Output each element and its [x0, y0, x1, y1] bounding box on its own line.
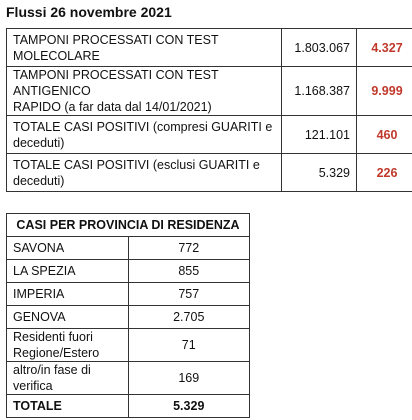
province-value: 2.705 [128, 306, 250, 329]
row-delta: 226 [357, 154, 412, 192]
table-row [7, 329, 250, 362]
row-value: 121.101 [282, 116, 357, 154]
table-row [7, 362, 250, 395]
table-row [7, 29, 412, 67]
table-row [7, 260, 250, 283]
row-label-line2: deceduti) [13, 135, 65, 150]
row-label [7, 154, 282, 192]
row-label [7, 29, 282, 67]
province-name: altro/in fase di verifica [7, 362, 129, 395]
row-label-line1: TAMPONI PROCESSATI CON TEST [13, 32, 219, 47]
table-row [7, 154, 412, 192]
total-label: TOTALE [7, 395, 129, 418]
province-value: 855 [128, 260, 250, 283]
table-row [7, 67, 412, 116]
row-label-line2: RAPIDO (a far data dal 14/01/2021) [13, 100, 212, 114]
row-delta: 4.327 [357, 29, 412, 67]
table-row [7, 237, 250, 260]
total-value: 5.329 [128, 395, 250, 418]
flussi-table [6, 28, 412, 192]
province-value: 71 [128, 329, 250, 362]
province-name: Residenti fuori Regione/Estero [7, 329, 129, 362]
table-row [7, 306, 250, 329]
row-value: 1.803.067 [282, 29, 357, 67]
row-value: 5.329 [282, 154, 357, 192]
row-label-line1: TAMPONI PROCESSATI CON TEST ANTIGENICO [13, 68, 219, 98]
row-value: 1.168.387 [282, 67, 357, 116]
table-row [7, 283, 250, 306]
row-delta: 460 [357, 116, 412, 154]
row-label-line2: deceduti) [13, 173, 65, 188]
province-name: SAVONA [7, 237, 129, 260]
province-name: GENOVA [7, 306, 129, 329]
row-label [7, 67, 282, 116]
row-label-line1: TOTALE CASI POSITIVI (esclusi GUARITI e [13, 157, 260, 172]
province-table-header: CASI PER PROVINCIA DI RESIDENZA [7, 214, 250, 237]
page-title: Flussi 26 novembre 2021 [6, 4, 172, 20]
row-label-line1: TOTALE CASI POSITIVI (compresi GUARITI e [13, 119, 273, 134]
province-value: 757 [128, 283, 250, 306]
row-label [7, 116, 282, 154]
province-name: LA SPEZIA [7, 260, 129, 283]
table-row [7, 116, 412, 154]
row-label-line2: MOLECOLARE [13, 48, 100, 63]
row-delta: 9.999 [357, 67, 412, 116]
province-value: 169 [128, 362, 250, 395]
province-value: 772 [128, 237, 250, 260]
province-table [6, 213, 250, 418]
total-row [7, 395, 250, 418]
province-name: IMPERIA [7, 283, 129, 306]
